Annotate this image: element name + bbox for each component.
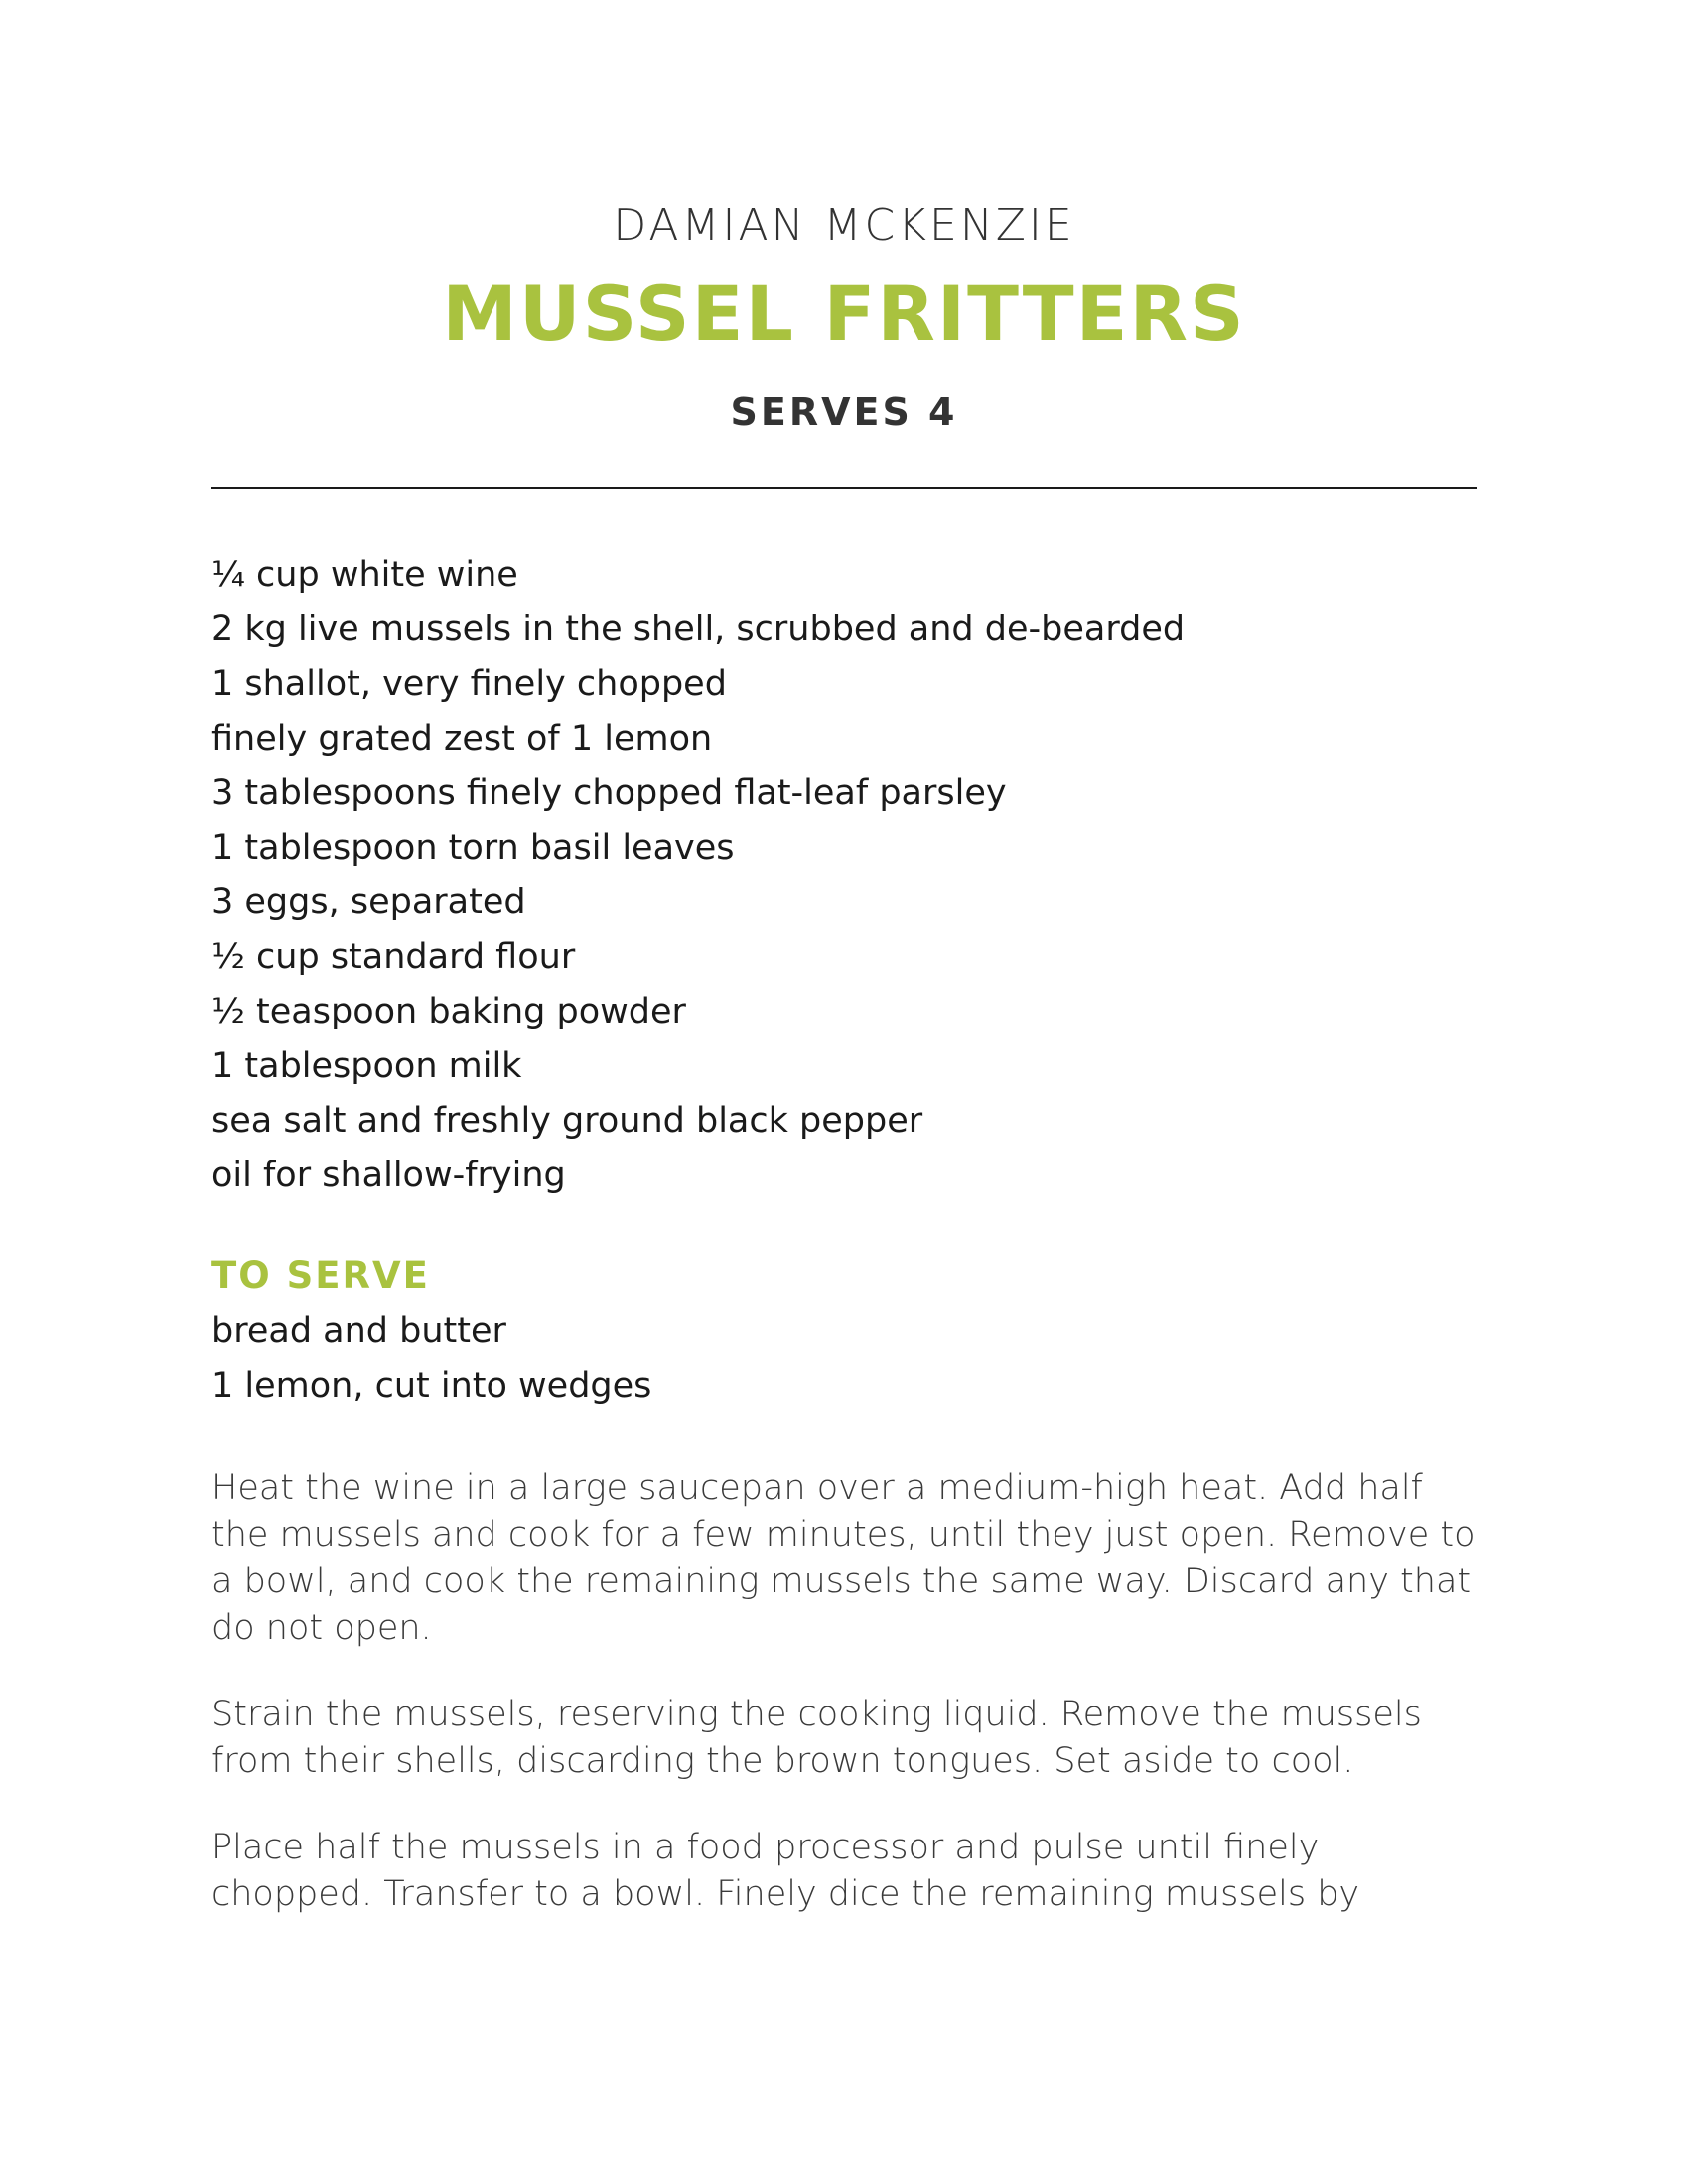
method-section [211, 1465, 1487, 1958]
divider-line [211, 487, 1477, 489]
serve-item: 1 lemon, cut into wedges [211, 1366, 652, 1406]
method-paragraph: Strain the mussels, reserving the cooking liquid. Remove the mussels from their shells, discarding the brown tongues. Set aside to cool. [211, 1695, 1422, 1781]
recipe-title: MUSSEL FRITTERS [442, 269, 1246, 357]
to-serve-list [211, 1304, 651, 1414]
ingredient-item: 2 kg live mussels in the shell, scrubbed and de-bearded [211, 610, 1186, 649]
serve-item: bread and butter [211, 1311, 506, 1351]
ingredient-item: 1 tablespoon milk [211, 1046, 522, 1086]
ingredient-item: ¼ cup white wine [211, 555, 518, 595]
ingredient-item: 1 shallot, very finely chopped [211, 664, 727, 704]
ingredient-item: oil for shallow-frying [211, 1156, 566, 1195]
to-serve-heading: TO SERVE [211, 1254, 430, 1297]
ingredient-item: 3 eggs, separated [211, 883, 526, 922]
ingredient-item: finely grated zest of 1 lemon [211, 719, 713, 758]
ingredient-item: sea salt and freshly ground black pepper [211, 1101, 923, 1141]
ingredient-item: 1 tablespoon torn basil leaves [211, 828, 735, 868]
serves-count: SERVES 4 [730, 390, 958, 434]
method-paragraph: Heat the wine in a large saucepan over a medium-high heat. Add half the mussels and cook for a few minutes, until they just open. Remove to a bowl, and cook the remaining mussels the same way. Discard any that do not open. [211, 1468, 1476, 1648]
author-name: DAMIAN MCKENZIE [613, 201, 1075, 251]
ingredient-item: ½ teaspoon baking powder [211, 992, 686, 1031]
ingredient-item: ½ cup standard flour [211, 937, 576, 977]
ingredient-item: 3 tablespoons finely chopped flat-leaf parsley [211, 773, 1007, 813]
method-paragraph: Place half the mussels in a food processor and pulse until finely chopped. Transfer to a bowl. Finely dice the remaining mussels by [211, 1828, 1360, 1914]
ingredients-list [211, 548, 1482, 1203]
